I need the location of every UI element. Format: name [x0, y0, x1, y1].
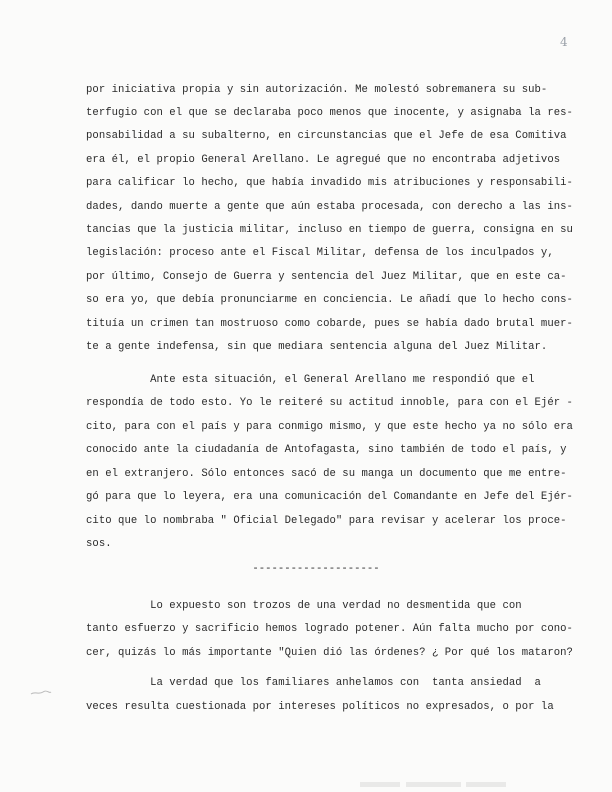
text-line: terfugio con el que se declaraba poco menos que inocente, y asignaba la res-: [86, 107, 573, 119]
text-line: respondía de todo esto. Yo le reiteré su actitud innoble, para con el Ejér -: [86, 397, 573, 409]
bleed-through-mark: [360, 780, 510, 790]
text-line: conocido ante la ciudadanía de Antofagasta, sino también de todo el país, y: [86, 444, 567, 456]
text-line: en el extranjero. Sólo entonces sacó de su manga un documento que me entre-: [86, 468, 567, 480]
section-separator: --------------------: [252, 563, 380, 575]
text-line: por iniciativa propia y sin autorización. Me molestó sobremanera su sub-: [86, 84, 548, 96]
text-line: gó para que lo leyera, era una comunicación del Comandante en Jefe del Ejér-: [86, 491, 573, 503]
margin-mark-icon: [30, 690, 52, 696]
text-line: Lo expuesto son trozos de una verdad no desmentida que con: [86, 600, 522, 612]
text-line: legislación: proceso ante el Fiscal Militar, defensa de los inculpados y,: [86, 247, 554, 259]
text-line: La verdad que los familiares anhelamos con tanta ansiedad a: [86, 677, 541, 689]
page-number: 4: [560, 35, 568, 49]
text-line: cito que lo nombraba " Oficial Delegado" para revisar y acelerar los proce-: [86, 515, 567, 527]
text-line: cer, quizás lo más importante "Quien dió las órdenes? ¿ Por qué los mataron?: [86, 647, 573, 659]
text-line: Ante esta situación, el General Arellano me respondió que el: [86, 374, 535, 386]
text-line: te a gente indefensa, sin que mediara sentencia alguna del Juez Militar.: [86, 341, 548, 353]
text-line: tanto esfuerzo y sacrificio hemos logrado potener. Aún falta mucho por cono-: [86, 623, 573, 635]
text-line: para calificar lo hecho, que había invadido mis atribuciones y responsabili-: [86, 177, 573, 189]
text-line: dades, dando muerte a gente que aún estaba procesada, con derecho a las ins-: [86, 201, 573, 213]
text-line: sos.: [86, 538, 112, 550]
text-line: veces resulta cuestionada por intereses políticos no expresados, o por la: [86, 701, 554, 713]
text-line: era él, el propio General Arellano. Le agregué que no encontraba adjetivos: [86, 154, 561, 166]
text-line: tancias que la justicia militar, incluso en tiempo de guerra, consigna en su: [86, 224, 573, 236]
text-line: ponsabilidad a su subalterno, en circunstancias que el Jefe de esa Comitiva: [86, 130, 567, 142]
text-line: cito, para con el país y para conmigo mismo, y que este hecho ya no sólo era: [86, 421, 573, 433]
text-line: tituía un crimen tan mostruoso como cobarde, pues se había dado brutal muer-: [86, 318, 573, 330]
text-line: so era yo, que debía pronunciarme en conciencia. Le añadí que lo hecho cons-: [86, 294, 573, 306]
text-line: por último, Consejo de Guerra y sentencia del Juez Militar, que en este ca-: [86, 271, 567, 283]
